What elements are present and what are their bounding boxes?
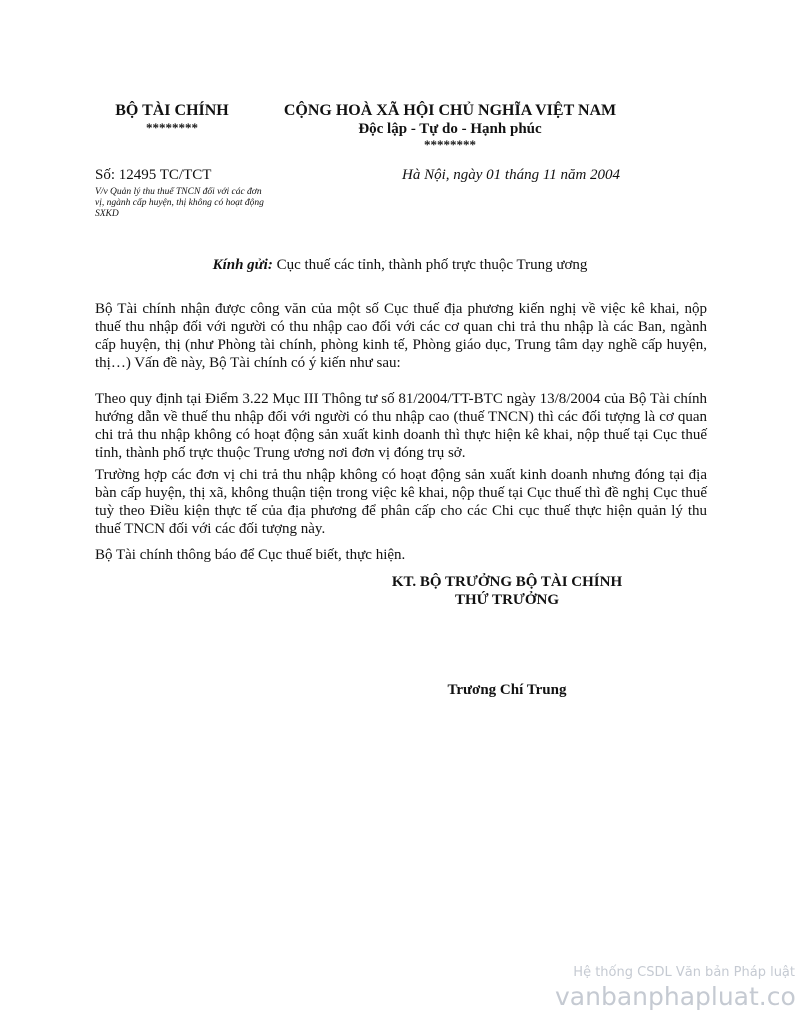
national-header xyxy=(265,102,635,153)
recipient-text: Cục thuế các tỉnh, thành phố trực thuộc Trung ương xyxy=(272,257,588,273)
body-paragraph-1: Bộ Tài chính nhận được công văn của một số Cục thuế địa phương kiến nghị về việc kê khai, nộp thuế thu nhập đối với người có thu nhập cao đối với các cơ quan chi trả thu nhập là các Ban, ngành cấp huyện, thị (như Phòng tài chính, phòng kinh tế, Phòng giáo dục, Trung tâm dạy nghề cấp huyện, thị…) Vấn đề này, Bộ Tài chính có ý kiến như sau: xyxy=(95,301,707,371)
watermark-line-1: Hệ thống CSDL Văn bản Pháp luật xyxy=(573,965,795,980)
signer-name: Trương Chí Trung xyxy=(447,682,567,698)
place-and-date: Hà Nội, ngày 01 tháng 11 năm 2004 xyxy=(402,167,621,183)
signature-title-line-2: THỨ TRƯỞNG xyxy=(454,592,560,608)
body-paragraph-3: Trường hợp các đơn vị chi trả thu nhập không có hoạt động sản xuất kinh doanh nhưng đóng tại địa bàn cấp huyện, thị xã, không thuận tiện trong việc kê khai, nộp thuế tại Cục thuế thì đề nghị Cục thuế tuỳ theo Điều kiện thực tế của địa phương để phân cấp cho các Chi cục thuế thực hiện quản lý thu thuế TNCN đối với các đối tượng này. xyxy=(95,467,707,537)
document-number: Số: 12495 TC/TCT xyxy=(95,167,212,183)
signature-title xyxy=(372,573,642,609)
body-paragraph-2: Theo quy định tại Điểm 3.22 Mục III Thông tư số 81/2004/TT-BTC ngày 13/8/2004 của Bộ Tài chính hướng dẫn về thuế thu nhập đối với người có thu nhập cao (thuế TNCN) thì các đối tượng là cơ quan chi trả thu nhập không có hoạt động sản xuất kinh doanh thì thực hiện kê khai, nộp thuế tại Cục thuế tỉnh, thành phố trực thuộc Trung ương nơi đơn vị đóng trụ sở. xyxy=(95,391,707,461)
nation-name: CỘNG HOÀ XÃ HỘI CHỦ NGHĨA VIỆT NAM xyxy=(283,102,617,119)
watermark xyxy=(555,965,795,1011)
motto-divider-stars: ******** xyxy=(424,137,476,152)
recipient-line xyxy=(0,257,800,274)
org-name: BỘ TÀI CHÍNH xyxy=(115,102,229,119)
signature-title-line-1: KT. BỘ TRƯỞNG BỘ TÀI CHÍNH xyxy=(391,574,623,590)
recipient-label: Kính gửi: xyxy=(212,257,273,273)
national-motto: Độc lập - Tự do - Hạnh phúc xyxy=(358,121,542,137)
watermark-line-2: vanbanphapluat.co xyxy=(555,982,796,1011)
issuing-organization xyxy=(92,102,252,136)
org-divider-stars: ******** xyxy=(146,120,198,135)
document-subject: V/v Quản lý thu thuế TNCN đối với các đơn vị, ngành cấp huyện, thị không có hoạt động SXKD xyxy=(95,187,264,219)
body-paragraph-4: Bộ Tài chính thông báo để Cục thuế biết, thực hiện. xyxy=(95,547,406,563)
